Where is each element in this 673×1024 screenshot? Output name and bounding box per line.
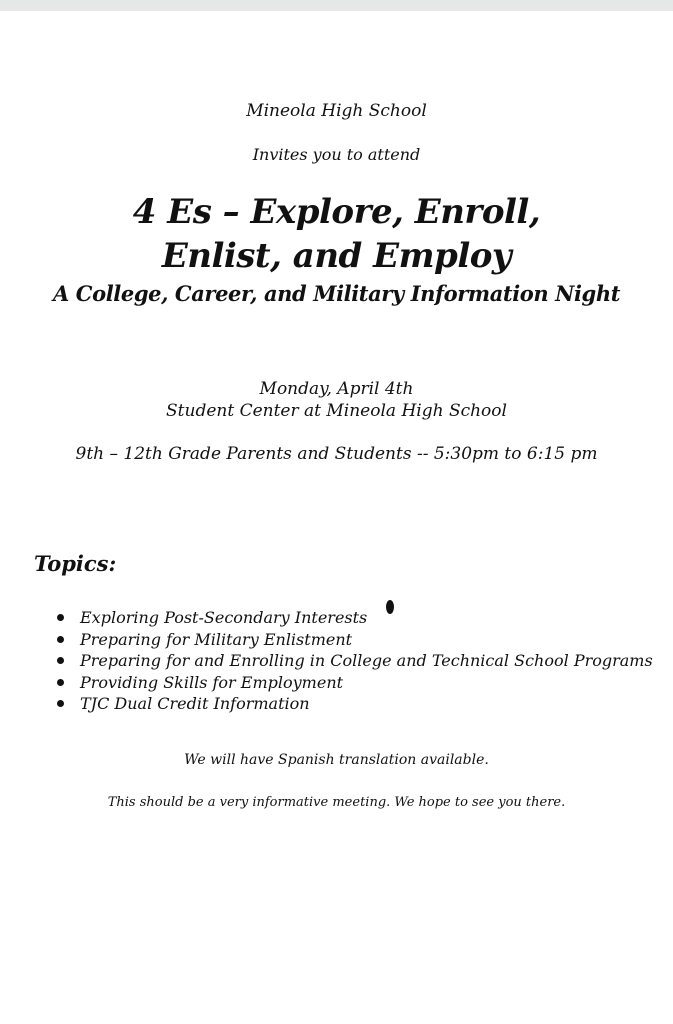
top-bar	[0, 0, 673, 11]
topics-heading: Topics:	[34, 551, 117, 576]
bullet-icon	[57, 657, 64, 664]
topic-item	[57, 693, 653, 715]
topic-text: Providing Skills for Employment	[80, 672, 344, 692]
event-venue: Student Center at Mineola High School	[166, 401, 507, 421]
school-name: Mineola High School	[246, 101, 427, 121]
topic-item	[57, 672, 653, 694]
event-subtitle: A College, Career, and Military Information Night	[52, 281, 621, 306]
event-title-line-1: 4 Es – Explore, Enroll,	[132, 192, 541, 232]
topic-item	[57, 650, 653, 672]
topic-text: Preparing for Military Enlistment	[80, 629, 353, 649]
topic-item	[57, 607, 653, 629]
spanish-translation-note: We will have Spanish translation available.	[184, 752, 489, 768]
topic-item	[57, 629, 653, 651]
bullet-icon	[57, 636, 64, 643]
topic-text: TJC Dual Credit Information	[80, 694, 310, 713]
topic-text: Exploring Post-Secondary Interests	[80, 608, 368, 627]
invitation-text: Invites you to attend	[252, 145, 421, 164]
topics-list	[57, 607, 653, 715]
bullet-icon	[57, 700, 64, 707]
ink-mark	[386, 600, 394, 614]
bullet-icon	[57, 614, 64, 621]
event-title	[0, 190, 673, 278]
closing-message: This should be a very informative meeting. We hope to see you there.	[107, 795, 566, 810]
event-date: Monday, April 4th	[259, 379, 414, 399]
topic-text: Preparing for and Enrolling in College and Technical School Programs	[80, 651, 653, 670]
event-title-line-2: Enlist, and Employ	[161, 236, 512, 276]
bullet-icon	[57, 679, 64, 686]
audience-and-time: 9th – 12th Grade Parents and Students -- 5:30pm to 6:15 pm	[75, 444, 598, 464]
